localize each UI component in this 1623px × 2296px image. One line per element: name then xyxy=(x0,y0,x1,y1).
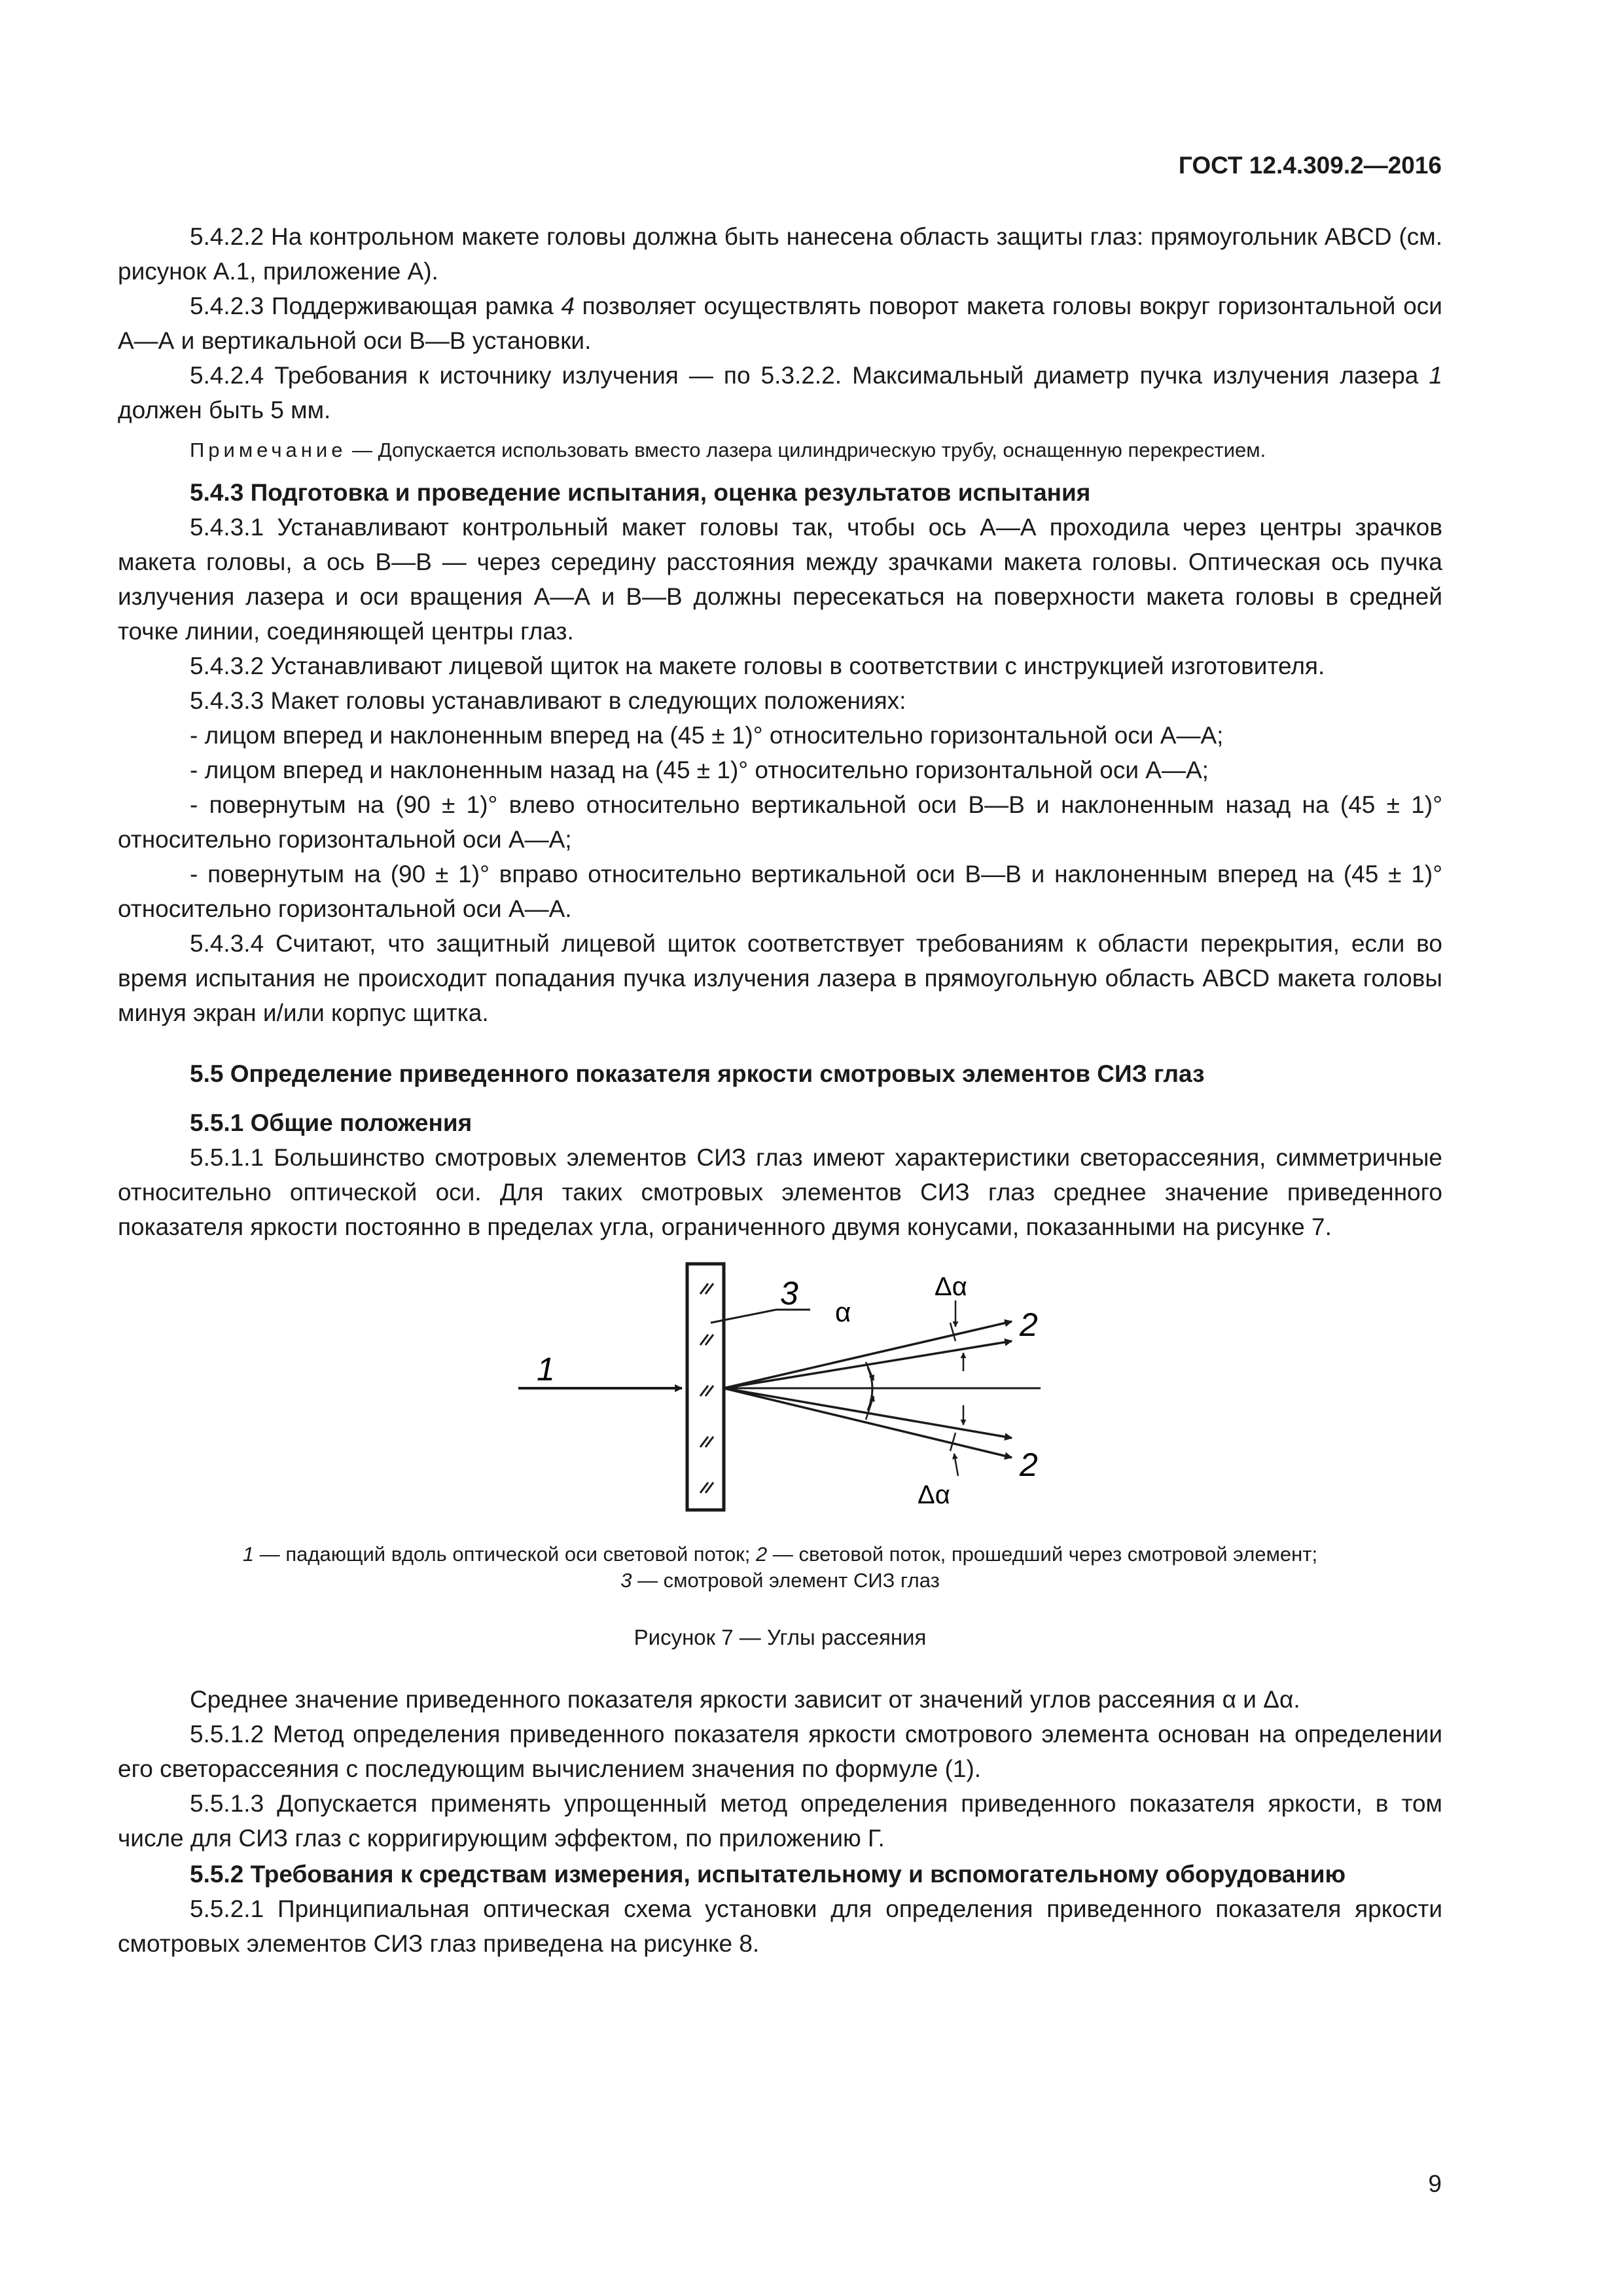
scatter-angles-diagram xyxy=(118,1257,1442,1532)
paragraph-5-4-2-4 xyxy=(118,358,1442,427)
legend-num: 2 xyxy=(755,1543,768,1566)
text: 5.4.2.3 Поддерживающая рамка xyxy=(190,293,562,319)
figure-title: Рисунок 7 — Углы рассеяния xyxy=(633,1625,927,1649)
viewing-element xyxy=(687,1264,724,1510)
note-label: Примечание xyxy=(190,439,347,461)
note-text: — Допускается использовать вместо лазера цилиндрическую трубу, оснащенную перекрестием. xyxy=(346,439,1266,461)
heading-5-5: 5.5 Определение приведенного показателя яркости смотровых элементов СИЗ глаз xyxy=(190,1060,1205,1087)
scattered-rays xyxy=(724,1321,1012,1458)
paragraph-5-4-3-1: 5.4.3.1 Устанавливают контрольный макет головы так, чтобы ось А—А проходила через центры зрачков макета головы, а ось В—В — через середину расстояния между зрачками макета головы. Оптическая ось пучка излучения лазера и оси вращения А—А и В—В должны пересекаться на поверхности макета головы в средней точке линии, соединяющей центры глаз. xyxy=(118,514,1442,645)
list-item: - повернутым на (90 ± 1)° влево относительно вертикальной оси В—В и наклоненным назад на (45 ± 1)° относительно горизонтальной оси А—А; xyxy=(118,791,1442,853)
item-ref: 1 xyxy=(1429,362,1442,389)
document-code: ГОСТ 12.4.309.2—2016 xyxy=(1178,152,1442,179)
legend-text: — смотровой элемент СИЗ глаз xyxy=(632,1569,940,1592)
paragraph-5-4-3-2: 5.4.3.2 Устанавливают лицевой щиток на макете головы в соответствии с инструкцией изготовителя. xyxy=(190,653,1325,679)
label-delta-alpha-top: Δα xyxy=(935,1272,967,1301)
paragraph-scatter-angles: Среднее значение приведенного показателя яркости зависит от значений углов рассеяния α и Δα. xyxy=(190,1686,1300,1713)
label-3: 3 xyxy=(780,1275,798,1312)
text: должен быть 5 мм. xyxy=(118,397,331,423)
legend-line xyxy=(118,1568,1442,1594)
paragraph-5-5-1-1: 5.5.1.1 Большинство смотровых элементов СИЗ глаз имеют характеристики светорассеяния, симметричные относительно оптической оси. Для таких смотровых элементов СИЗ глаз среднее значение приведенного показателя яркости постоянно в пределах угла, ограниченного двумя конусами, показанными на рисунке 7. xyxy=(118,1144,1442,1240)
legend-num: 3 xyxy=(620,1569,632,1592)
figure-legend xyxy=(118,1541,1442,1594)
label-1: 1 xyxy=(537,1351,555,1388)
label-2-top: 2 xyxy=(1020,1306,1038,1343)
heading-5-5-1: 5.5.1 Общие положения xyxy=(190,1109,473,1136)
legend-text: — падающий вдоль оптической оси световой поток; xyxy=(254,1543,756,1566)
paragraph-5-4-3-3: 5.4.3.3 Макет головы устанавливают в следующих положениях: xyxy=(190,687,906,714)
paragraph-5-4-2-2: 5.4.2.2 На контрольном макете головы должна быть нанесена область защиты глаз: прямоугольник ABCD (см. рисунок А.1, приложение А). xyxy=(118,223,1442,285)
list-item: - повернутым на (90 ± 1)° вправо относительно вертикальной оси В—В и наклоненным вперед на (45 ± 1)° относительно горизонтальной оси А—А. xyxy=(118,861,1442,922)
heading-5-5-2: 5.5.2 Требования к средствам измерения, испытательному и вспомогательному оборудованию xyxy=(190,1861,1346,1888)
paragraph-5-5-2-1: 5.5.2.1 Принципиальная оптическая схема установки для определения приведенного показателя яркости смотровых элементов СИЗ глаз приведена на рисунке 8. xyxy=(118,1895,1442,1957)
page-number: 9 xyxy=(1428,2170,1442,2197)
label-delta-alpha-bottom: Δα xyxy=(918,1480,950,1509)
label-alpha: α xyxy=(835,1297,851,1327)
paragraph-5-4-3-4: 5.4.3.4 Считают, что защитный лицевой щиток соответствует требованиям к области перекрытия, если во время испытания не происходит попадания пучка излучения лазера в прямоугольную область ABCD макета головы минуя экран и/или корпус щитка. xyxy=(118,930,1442,1026)
legend-num: 1 xyxy=(242,1543,255,1566)
paragraph-5-5-1-3: 5.5.1.3 Допускается применять упрощенный метод определения приведенного показателя яркости, в том числе для СИЗ глаз с корригирующим эффектом, по приложению Г. xyxy=(118,1790,1442,1852)
paragraph-5-5-1-2: 5.5.1.2 Метод определения приведенного показателя яркости смотрового элемента основан на определении его светорассеяния с последующим вычислением значения по формуле (1). xyxy=(118,1721,1442,1782)
heading-5-4-3: 5.4.3 Подготовка и проведение испытания, оценка результатов испытания xyxy=(190,479,1091,506)
legend-text: — световой поток, прошедший через смотровой элемент; xyxy=(767,1543,1318,1566)
list-item: - лицом вперед и наклоненным вперед на (45 ± 1)° относительно горизонтальной оси А—А; xyxy=(190,722,1224,749)
item-ref: 4 xyxy=(561,293,575,319)
text: позволяет осуществлять поворот макета головы вокруг горизонтальной оси А—А и вертикальной оси В—В установки. xyxy=(118,293,1442,354)
legend-line xyxy=(118,1541,1442,1568)
label-2-bottom: 2 xyxy=(1020,1446,1038,1483)
text: 5.4.2.4 Требования к источнику излучения — по 5.3.2.2. Максимальный диаметр пучка излучения лазера xyxy=(190,362,1429,389)
note xyxy=(118,435,1442,465)
list-item: - лицом вперед и наклоненным назад на (45 ± 1)° относительно горизонтальной оси А—А; xyxy=(190,757,1209,783)
paragraph-5-4-2-3 xyxy=(118,289,1442,358)
hatch-marks xyxy=(700,1283,713,1493)
figure-7 xyxy=(118,1257,1442,1532)
page-content xyxy=(118,219,1442,1961)
